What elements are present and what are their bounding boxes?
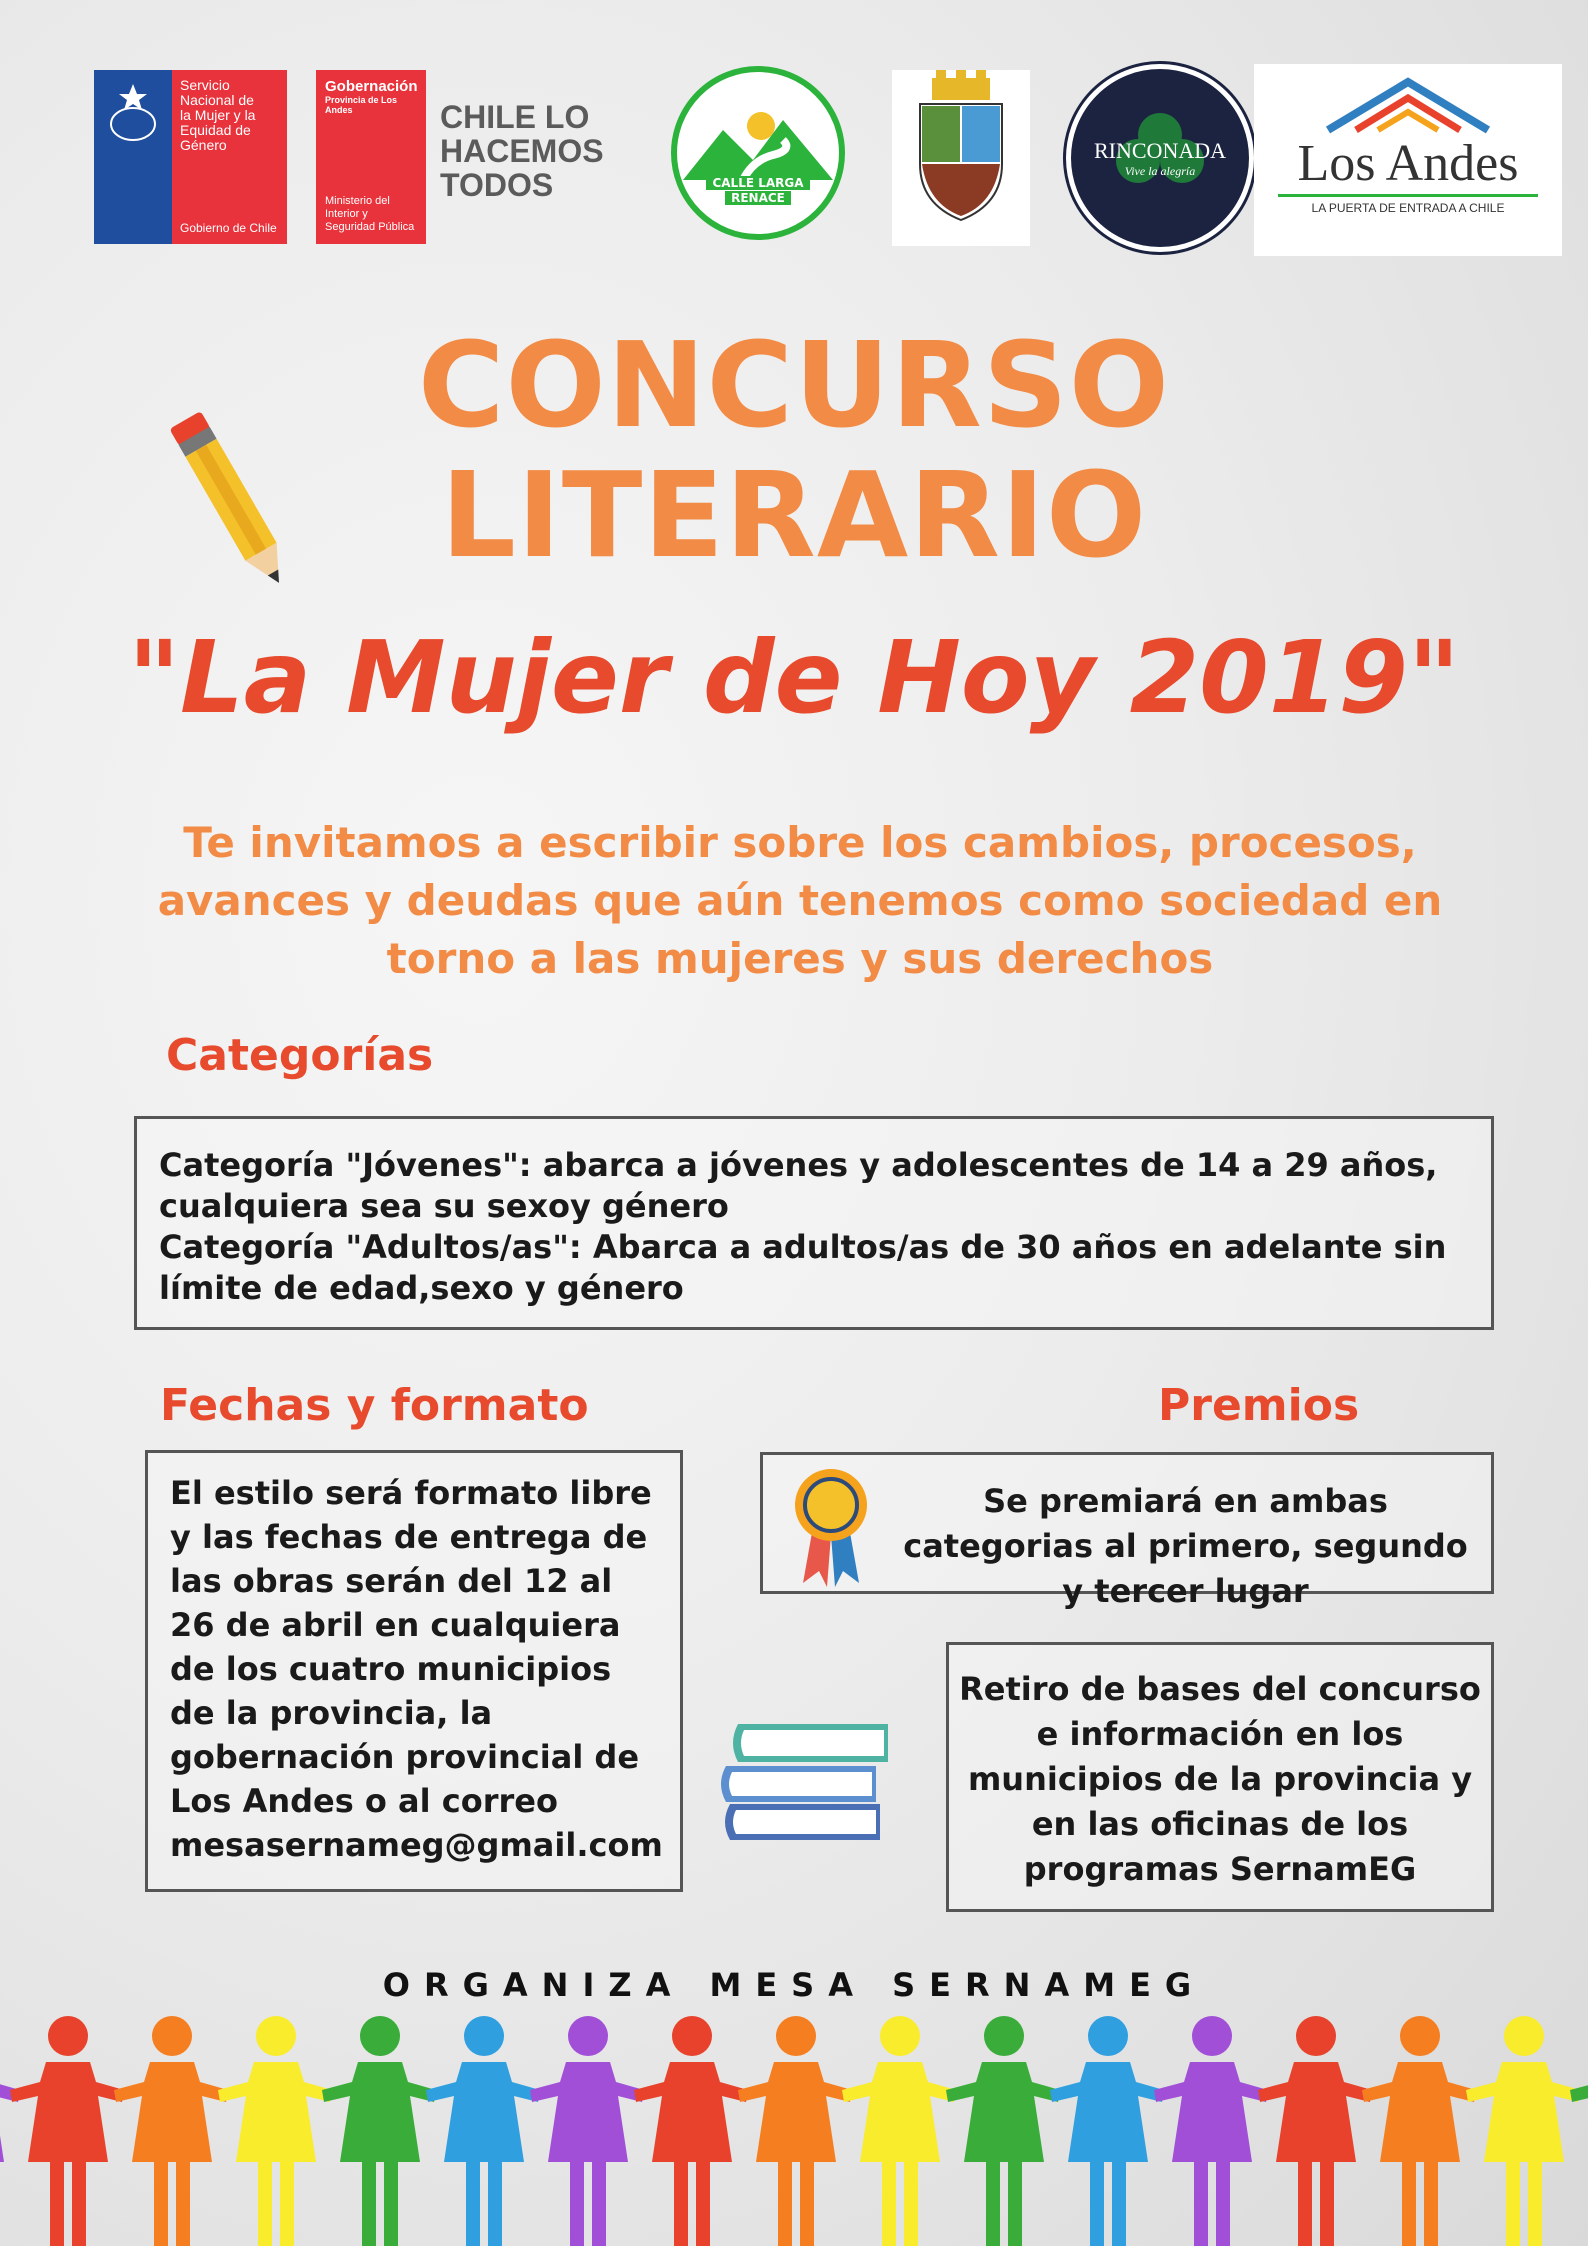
retiro-text: Retiro de bases del concurso e información en los municipios de la provincia y en las oficinas de los programas SernamEG (959, 1670, 1481, 1888)
woman-figure-icon (946, 2016, 1060, 2246)
calle-larga-renace-logo: CALLE LARGA RENACE (671, 66, 845, 240)
woman-figure-icon (218, 2016, 332, 2246)
title-line-1: CONCURSO (417, 316, 1171, 454)
retiro-bases-box (946, 1642, 1494, 1912)
woman-figure-icon (738, 2016, 852, 2246)
premios-heading: Premios (1158, 1380, 1360, 1431)
fechas-box (145, 1450, 683, 1892)
chile-lo-hacemos-todos-logo: CHILE LO HACEMOS TODOS (440, 99, 604, 203)
award-ribbon-icon (791, 1465, 871, 1589)
woman-figure-icon (1258, 2016, 1372, 2246)
women-figures-row (0, 2012, 1588, 2246)
organiza-text: ORGANIZA MESA SERNAMEG (382, 1966, 1206, 2004)
woman-figure-icon (1466, 2016, 1580, 2246)
woman-figure-icon (530, 2016, 644, 2246)
category-item: Categoría "Adultos/as": Abarca a adultos/as de 30 años en adelante sin límite de edad,sexo y género (159, 1228, 1447, 1307)
woman-figure-icon (1154, 2016, 1268, 2246)
fechas-heading: Fechas y formato (160, 1380, 589, 1431)
books-icon (718, 1708, 898, 1848)
woman-figure-icon (114, 2016, 228, 2246)
municipalidad-san-esteban-logo (892, 70, 1030, 246)
sernameg-logo-text: Servicio Nacional de la Mujer y la Equidad de Género Gobierno de Chile (172, 70, 287, 244)
chile-emblem (94, 70, 172, 244)
gobernacion-logo: Gobernación Provincia de Los Andes Ministerio del Interior y Seguridad Pública (316, 70, 426, 244)
woman-figure-icon (1362, 2016, 1476, 2246)
coat-of-arms-icon (892, 70, 1030, 246)
contest-title (0, 316, 1588, 584)
woman-figure-icon (322, 2016, 436, 2246)
woman-figure-icon (634, 2016, 748, 2246)
los-andes-logo: Los Andes LA PUERTA DE ENTRADA A CHILE (1254, 64, 1562, 256)
contest-name: "La Mujer de Hoy 2019" (127, 619, 1461, 736)
categorias-heading: Categorías (166, 1030, 434, 1081)
sernameg-logo (94, 70, 287, 244)
title-line-2: LITERARIO (440, 446, 1148, 584)
invitation-text: Te invitamos a escribir sobre los cambios, procesos, avances y deudas que aún tenemos como sociedad en torno a las mujeres y sus derechos (157, 818, 1443, 983)
category-item: Categoría "Jóvenes": abarca a jóvenes y adolescentes de 14 a 29 años, cualquiera sea su sexoy género (159, 1146, 1438, 1225)
woman-figure-icon (1570, 2016, 1588, 2246)
premios-box (760, 1452, 1494, 1610)
woman-figure-icon (10, 2016, 124, 2246)
woman-figure-icon (1050, 2016, 1164, 2246)
categorias-box (134, 1116, 1494, 1330)
woman-figure-icon (426, 2016, 540, 2246)
premios-text: Se premiará en ambas categorias al primero, segundo y tercer lugar (903, 1482, 1468, 1610)
woman-figure-icon (0, 2016, 20, 2246)
mountains-icon (1308, 72, 1508, 134)
woman-figure-icon (842, 2016, 956, 2246)
mountain-road-icon (683, 100, 833, 180)
rinconada-logo: RINCONADA Vive la alegría (1066, 64, 1254, 252)
fechas-text: El estilo será formato libre y las fechas de entrega de las obras serán del 12 al 26 de abril en cualquiera de los cuatro municipios de la provincia, la gobernación provincial de Los Andes o al correo mesasernameg@gmail.com (170, 1474, 663, 1864)
